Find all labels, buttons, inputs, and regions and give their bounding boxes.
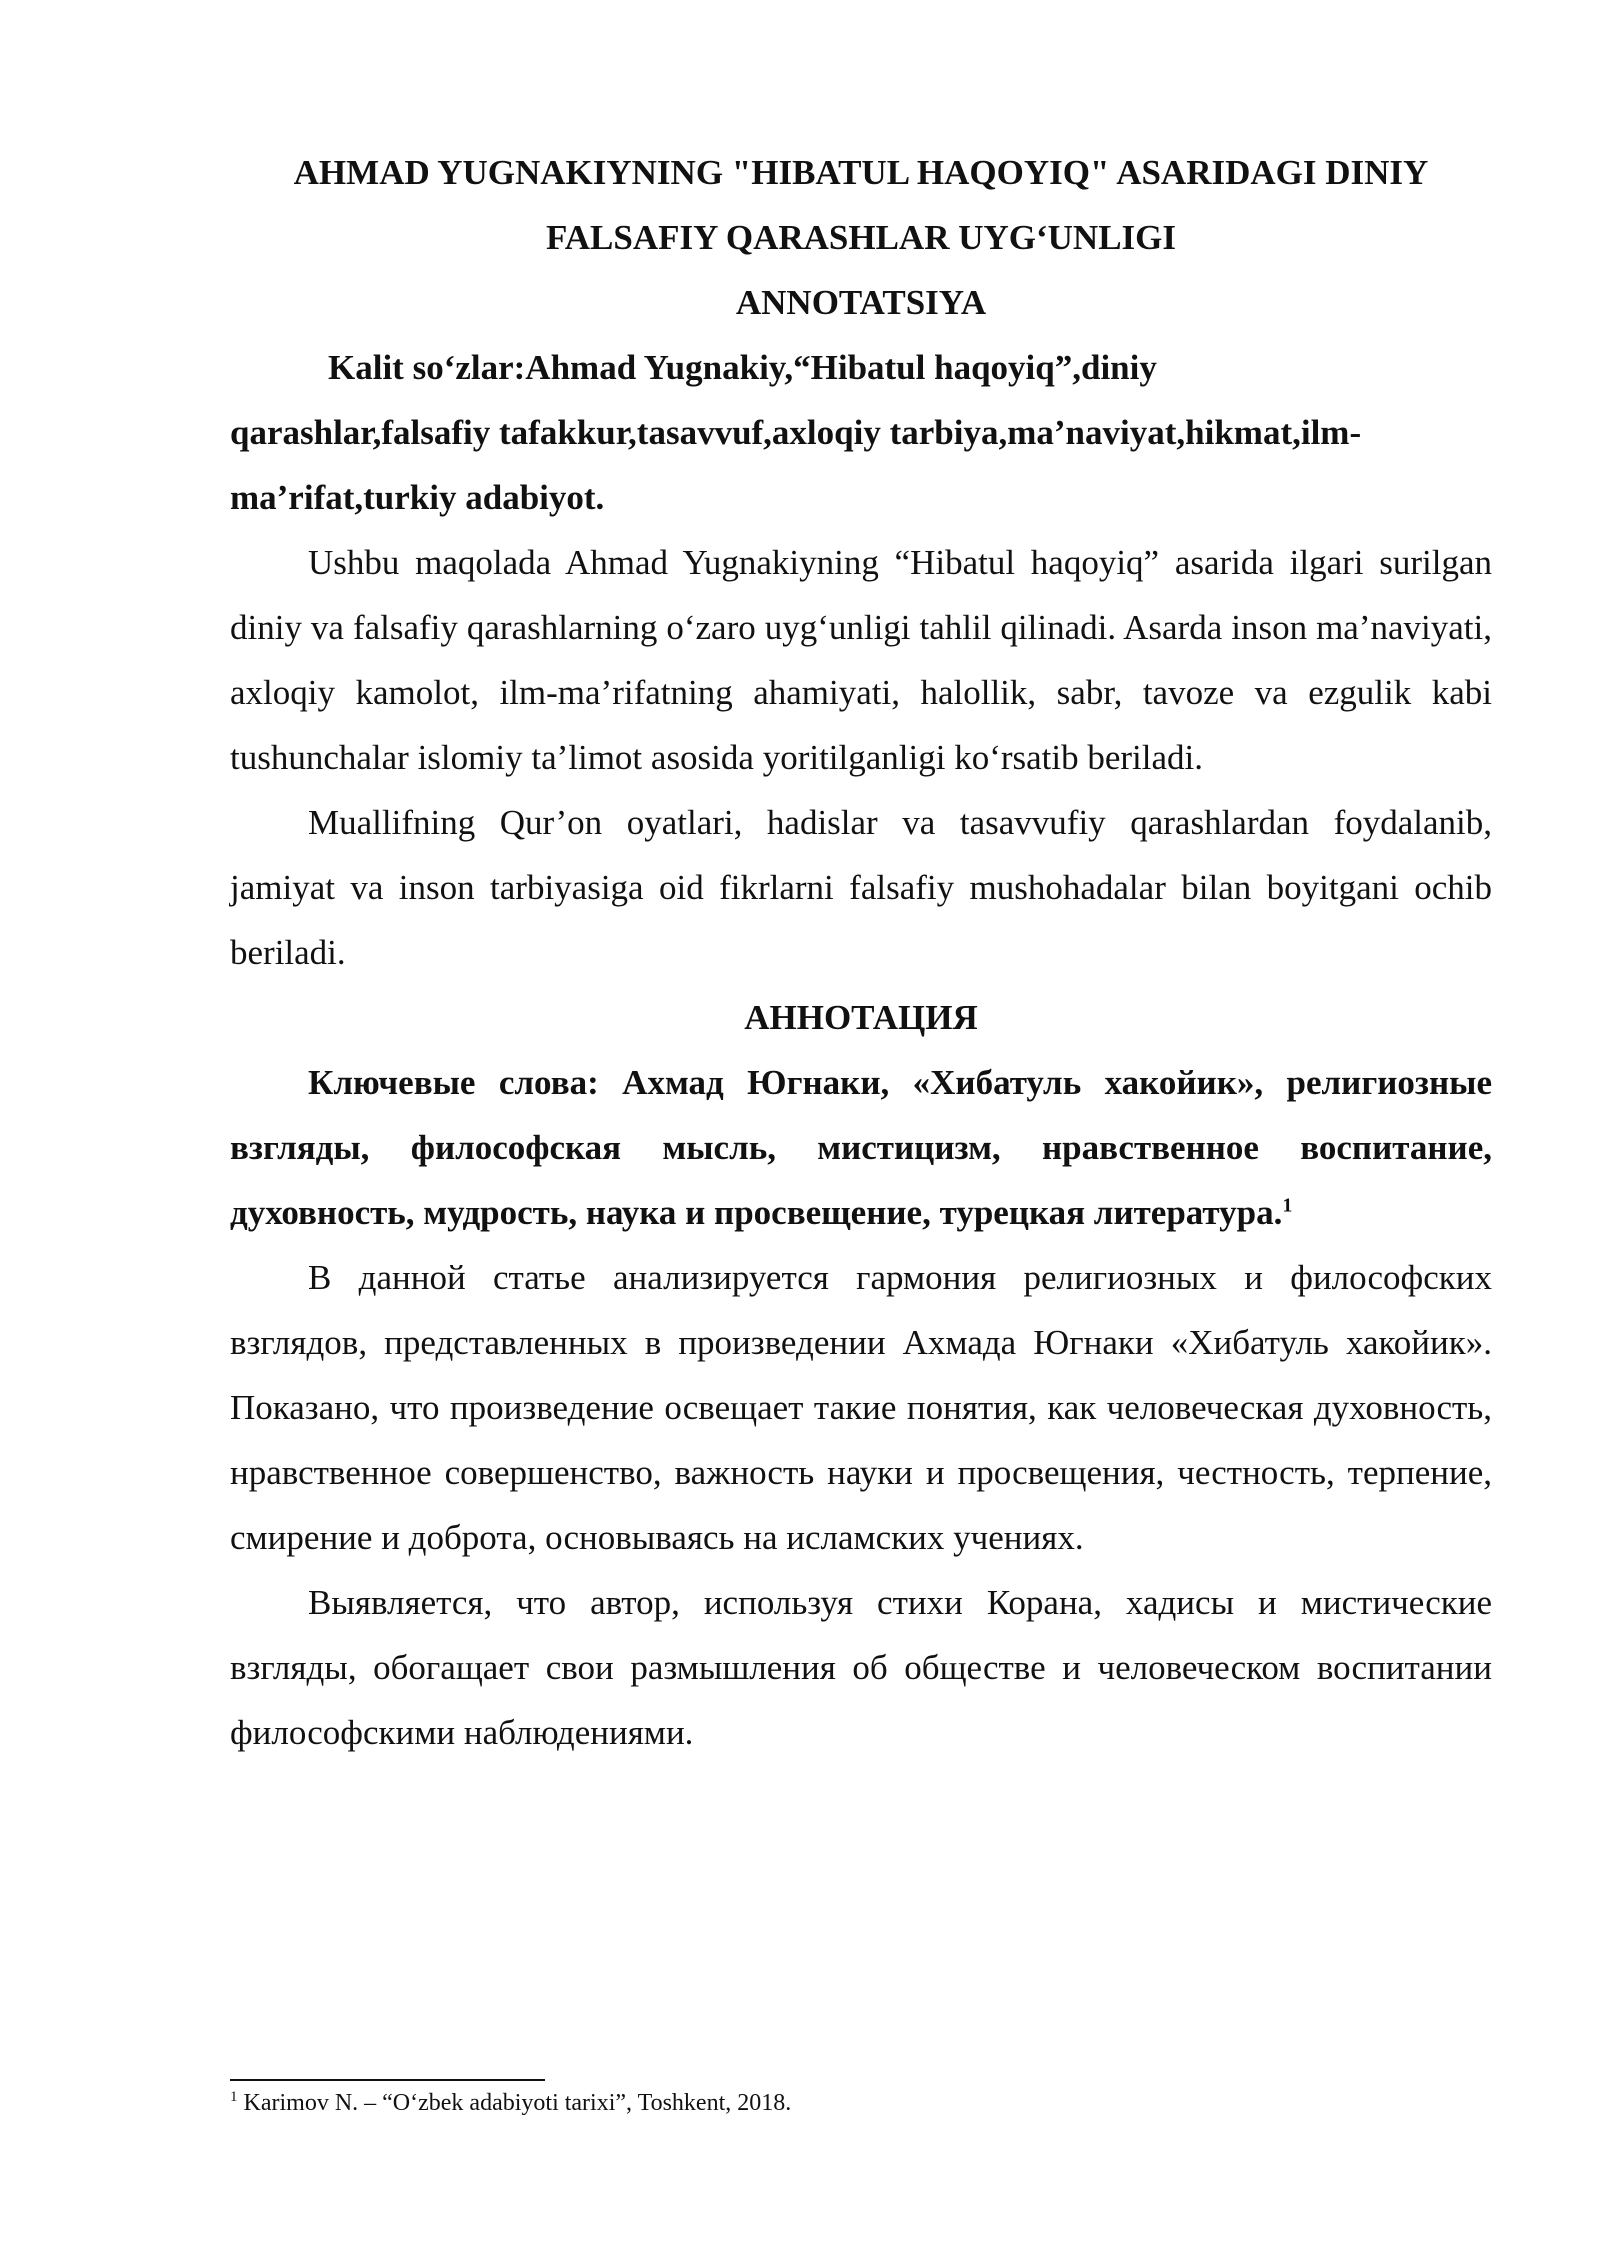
- uz-annotation-heading: ANNOTATSIYA: [735, 283, 987, 322]
- uz-paragraph-2: Muallifning Qur’on oyatlari, hadislar va tasavvufiy qarashlardan foydalanib, jamiyat va inson tarbiyasiga oid fikrlarni falsafiy mushohadalar bilan boyitgani ochib beriladi.: [230, 803, 1492, 972]
- page-body: [230, 140, 1492, 1765]
- uz-keywords: [230, 335, 1492, 530]
- ru-keywords: [230, 1050, 1492, 1245]
- footnote-separator: [230, 2079, 545, 2081]
- title-line-2: FALSAFIY QARASHLAR UYG‘UNLIGI: [545, 218, 1177, 257]
- title-line-1: AHMAD YUGNAKIYNING "HIBATUL HAQOYIQ" ASARIDAGI DINIY: [293, 153, 1429, 192]
- footnote: [230, 2087, 1492, 2119]
- ru-paragraph-2: Выявляется, что автор, используя стихи Корана, хадисы и мистические взгляды, обогащает свои размышления об обществе и человеческом воспитании философскими наблюдениями.: [230, 1583, 1492, 1752]
- uz-keywords-rest: qarashlar,falsafiy tafakkur,tasavvuf,axloqiy tarbiya,ma’naviyat,hikmat,ilm-ma’rifat,turkiy adabiyot.: [230, 413, 1362, 517]
- footnote-text: Karimov N. – “O‘zbek adabiyoti tarixi”, Toshkent, 2018.: [243, 2090, 792, 2116]
- footnote-number: 1: [230, 2089, 238, 2105]
- footnote-reference[interactable]: 1: [1282, 1194, 1293, 1217]
- uz-keywords-line-1: Kalit so‘zlar:Ahmad Yugnakiy,“Hibatul haqoyiq”,diniy: [328, 348, 1157, 387]
- ru-paragraph-1: В данной статье анализируется гармония религиозных и философских взглядов, представленных в произведении Ахмада Югнаки «Хибатуль хакойик». Показано, что произведение освещает такие понятия, как человеческая духовность, нравственное совершенство, важность науки и просвещения, честность, терпение, смирение и доброта, основываясь на исламских учениях.: [230, 1258, 1492, 1557]
- uz-paragraph-1: Ushbu maqolada Ahmad Yugnakiyning “Hibatul haqoyiq” asarida ilgari surilgan diniy va falsafiy qarashlarning o‘zaro uyg‘unligi tahlil qilinadi. Asarda inson ma’naviyati, axloqiy kamolot, ilm-ma’rifatning ahamiyati, halollik, sabr, tavoze va ezgulik kabi tushunchalar islomiy ta’limot asosida yoritilganligi ko‘rsatib beriladi.: [230, 543, 1492, 777]
- ru-keywords-text: Ключевые слова: Ахмад Югнаки, «Хибатуль хакойик», религиозные взгляды, философская мысль, мистицизм, нравственное воспитание, духовность, мудрость, наука и просвещение, турецкая литература.: [230, 1063, 1492, 1232]
- ru-annotation-heading: АННОТАЦИЯ: [744, 998, 978, 1037]
